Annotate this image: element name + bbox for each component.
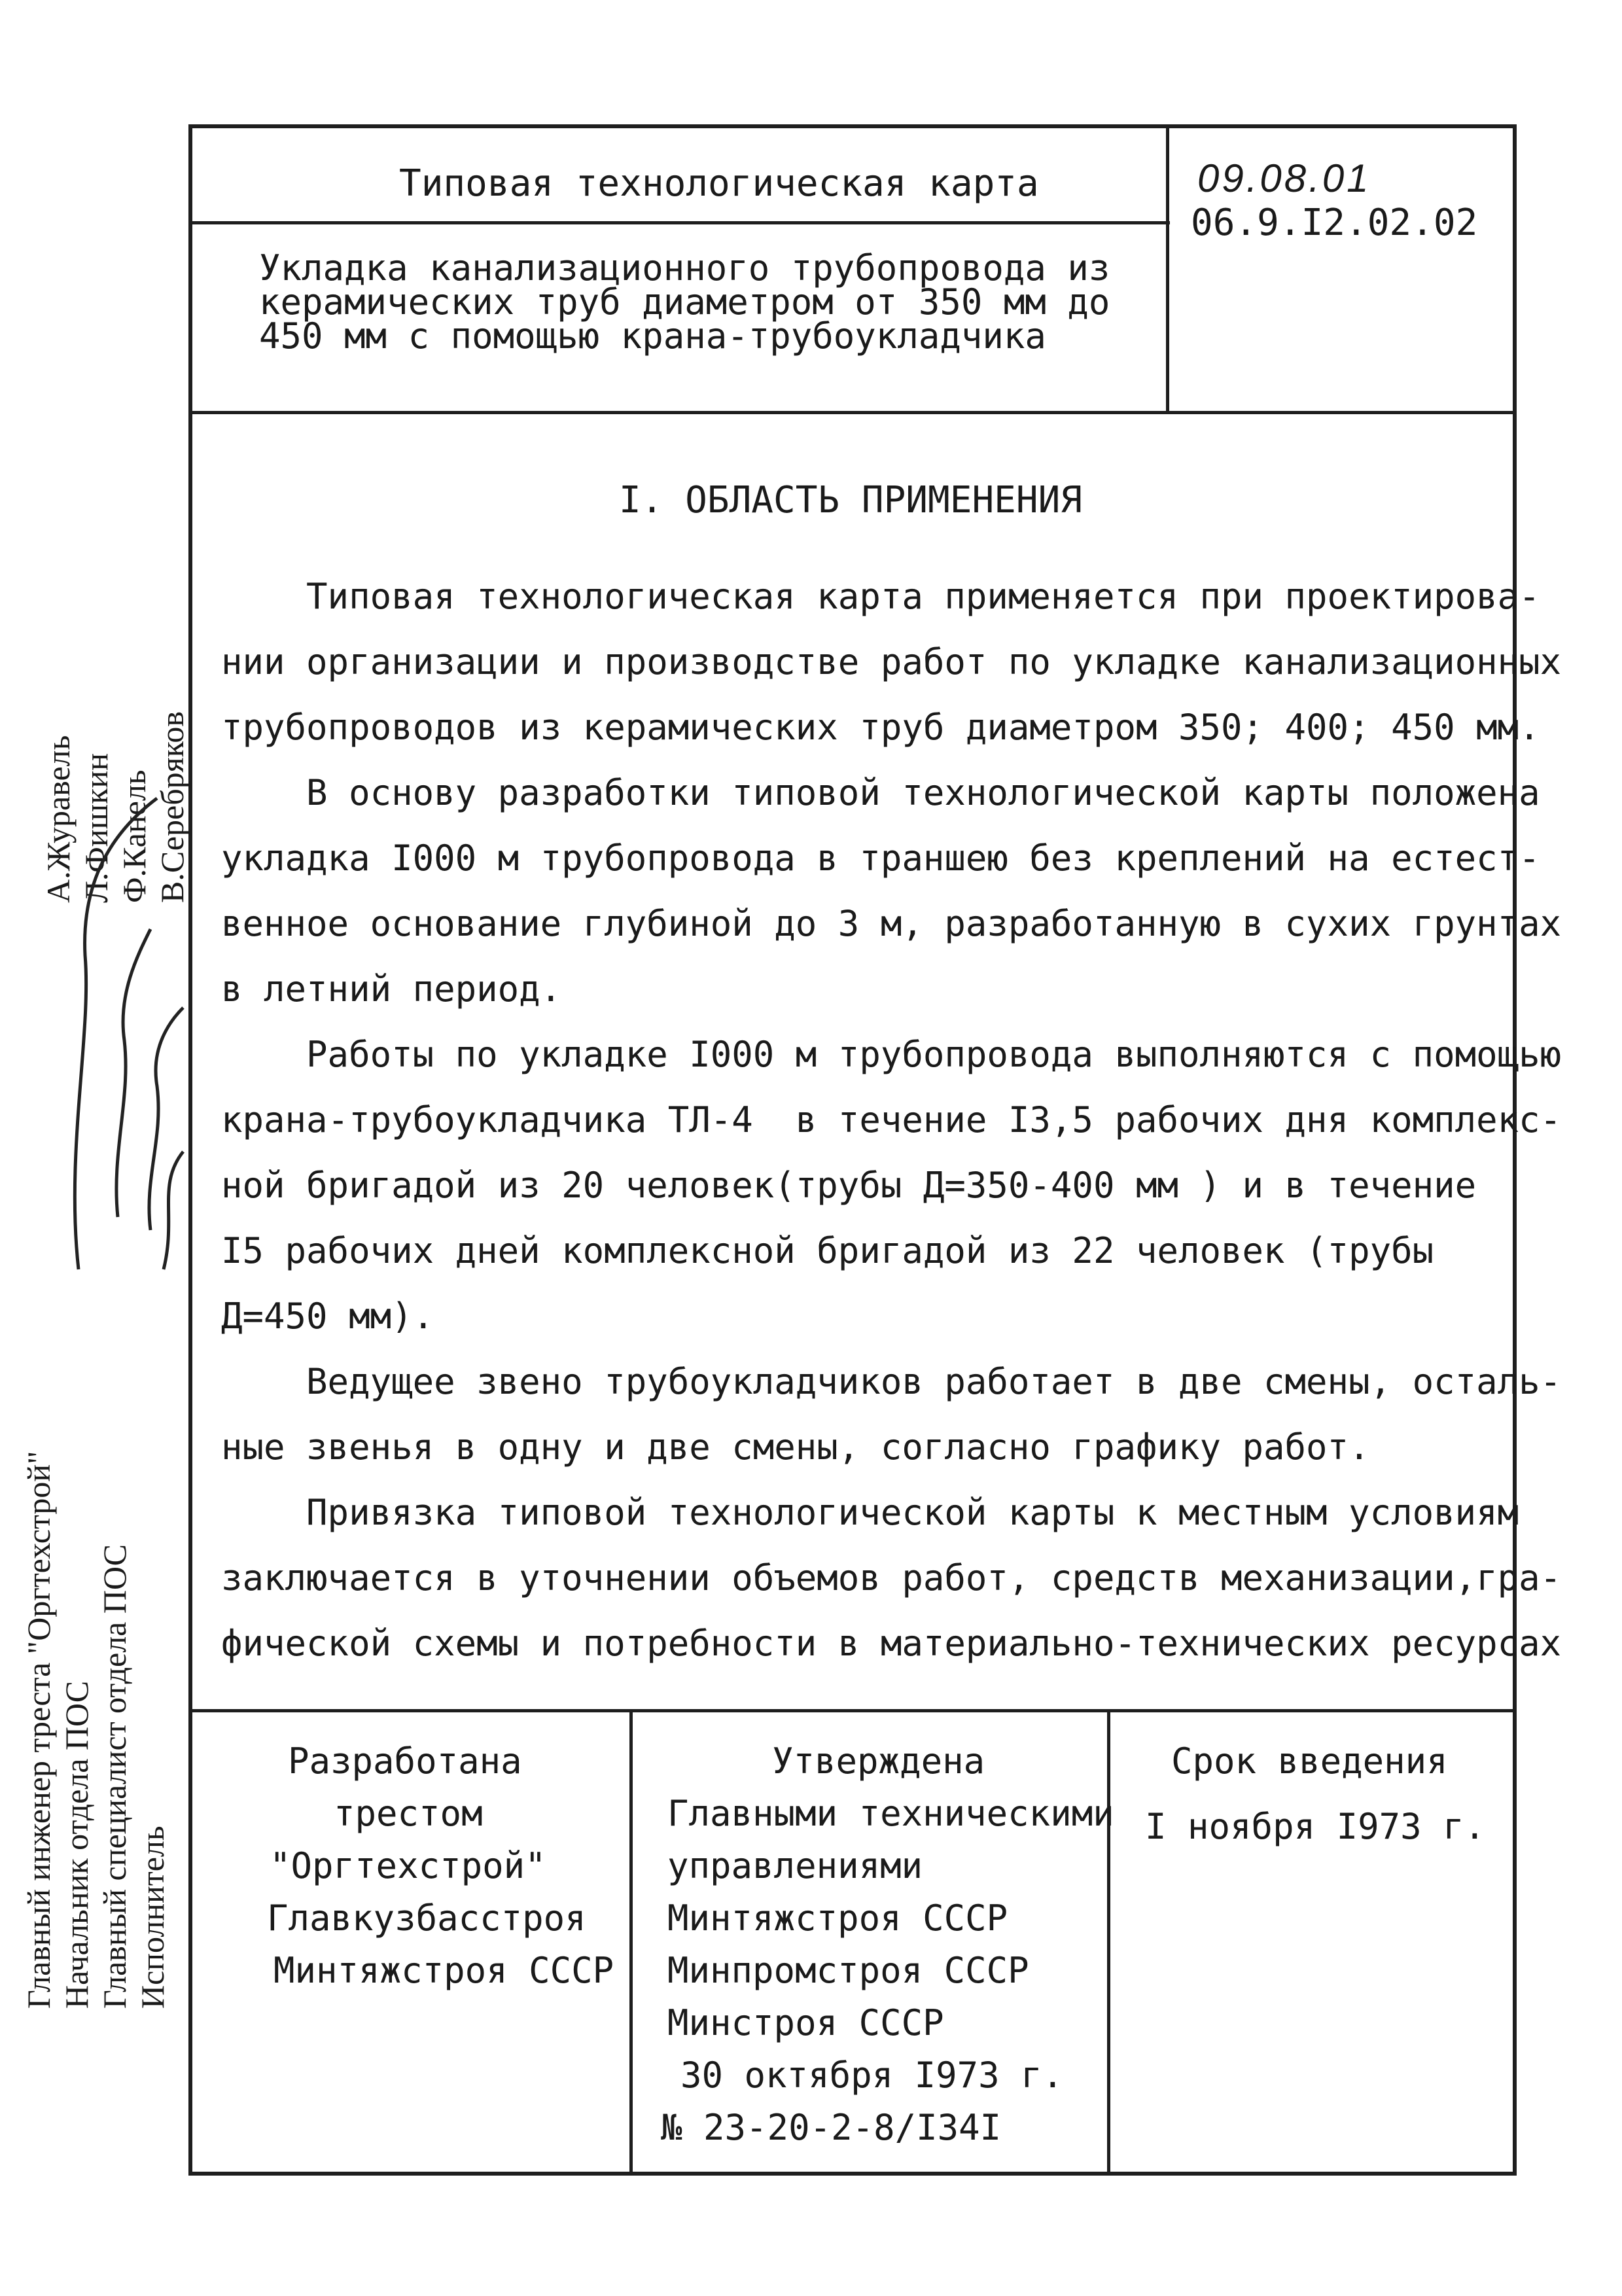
- subtitle-line: Укладка канализационного трубопровода из: [259, 247, 1110, 289]
- developed-line: трестом: [334, 1793, 483, 1834]
- handwritten-code: 09.08.01: [1197, 156, 1371, 200]
- body-line: ные звенья в одну и две смены, согласно графику работ.: [221, 1426, 1370, 1468]
- body-line: Типовая технологическая карта применяется при проектирова-: [221, 576, 1540, 617]
- signature-4: [164, 1152, 183, 1269]
- document-code: 06.9.I2.02.02: [1191, 202, 1478, 244]
- approved-line: Главными техническими: [667, 1793, 1114, 1834]
- author-name: Ф.Канель: [116, 769, 152, 903]
- body-line: крана-трубоукладчика ТЛ-4 в течение I3,5 рабочих дня комплекс-: [221, 1099, 1562, 1140]
- developed-line: Главкузбасстроя: [267, 1898, 586, 1939]
- author-role: Исполнитель: [134, 1826, 171, 2009]
- body-line: Д=450 мм).: [221, 1296, 434, 1337]
- subtitle-line: керамических труб диаметром от 350 мм до: [259, 281, 1110, 323]
- approved-line: управлениями: [667, 1845, 923, 1886]
- approved-line: Минпромстроя СССР: [667, 1950, 1029, 1991]
- body-line: Работы по укладке I000 м трубопровода выполняются с помощью: [221, 1034, 1562, 1075]
- body-line: Привязка типовой технологической карты к местным условиям: [221, 1492, 1519, 1533]
- body-line: Ведущее звено трубоукладчиков работает в две смены, осталь-: [221, 1361, 1562, 1402]
- document-title: Типовая технологическая карта: [399, 162, 1039, 205]
- body-line: укладка I000 м трубопровода в траншею без креплений на естест-: [221, 838, 1540, 879]
- developed-line: Минтяжстроя СССР: [273, 1950, 614, 1991]
- footer-divider-1: [629, 1709, 633, 2176]
- developed-line: "Оргтехстрой": [270, 1845, 546, 1886]
- signature-2: [116, 929, 150, 1217]
- author-name: Л.Фишкин: [78, 753, 115, 903]
- subtitle-line: 450 мм с помощью крана-трубоукладчика: [259, 315, 1046, 357]
- body-line: венное основание глубиной до 3 м, разработанную в сухих грунтах: [221, 903, 1562, 944]
- approved-line: Утверждена: [772, 1740, 985, 1782]
- author-name: А.Журавель: [40, 735, 77, 903]
- author-role: Главный инженер треста "Оргтехстрой": [20, 1451, 57, 2009]
- author-name: В.Серебряков: [154, 711, 190, 903]
- body-line: трубопроводов из керамических труб диаметром 350; 400; 450 мм.: [221, 707, 1540, 748]
- body-line: I5 рабочих дней комплексной бригадой из 22 человек (трубы: [221, 1230, 1434, 1271]
- author-role: Начальник отдела ПОС: [58, 1680, 95, 2009]
- developed-line: Разработана: [288, 1740, 522, 1782]
- approved-line: 30 октября I973 г.: [680, 2055, 1064, 2096]
- body-line: ной бригадой из 20 человек(трубы Д=350-400 мм ) и в течение: [221, 1165, 1477, 1206]
- header-rule: [188, 221, 1170, 224]
- signature-3: [149, 1008, 183, 1230]
- effective-line: I ноября I973 г.: [1145, 1806, 1486, 1847]
- approved-line: № 23-20-2-8/I34I: [661, 2107, 1002, 2148]
- footer-top-rule: [188, 1709, 1517, 1712]
- signatures: [52, 759, 209, 1296]
- body-line: нии организации и производстве работ по укладке канализационных: [221, 641, 1562, 682]
- body-line: фической схемы и потребности в материально-технических ресурсах: [221, 1623, 1562, 1664]
- effective-line: Срок введения: [1171, 1740, 1448, 1782]
- section-heading: I. ОБЛАСТЬ ПРИМЕНЕНИЯ: [619, 479, 1083, 521]
- body-line: заключается в уточнении объемов работ, средств механизации,гра-: [221, 1557, 1562, 1598]
- header-divider: [1166, 124, 1169, 412]
- footer-divider-2: [1107, 1709, 1110, 2176]
- body-line: В основу разработки типовой технологической карты положена: [221, 772, 1540, 813]
- author-role: Главный специалист отдела ПОС: [96, 1544, 133, 2009]
- approved-line: Минтяжстроя СССР: [667, 1898, 1008, 1939]
- body-line: в летний период.: [221, 968, 562, 1010]
- document-subtitle: [259, 247, 1110, 357]
- approved-line: Минстроя СССР: [667, 2002, 944, 2043]
- header-bottom-rule: [188, 411, 1517, 414]
- author-roles: [20, 1256, 196, 2009]
